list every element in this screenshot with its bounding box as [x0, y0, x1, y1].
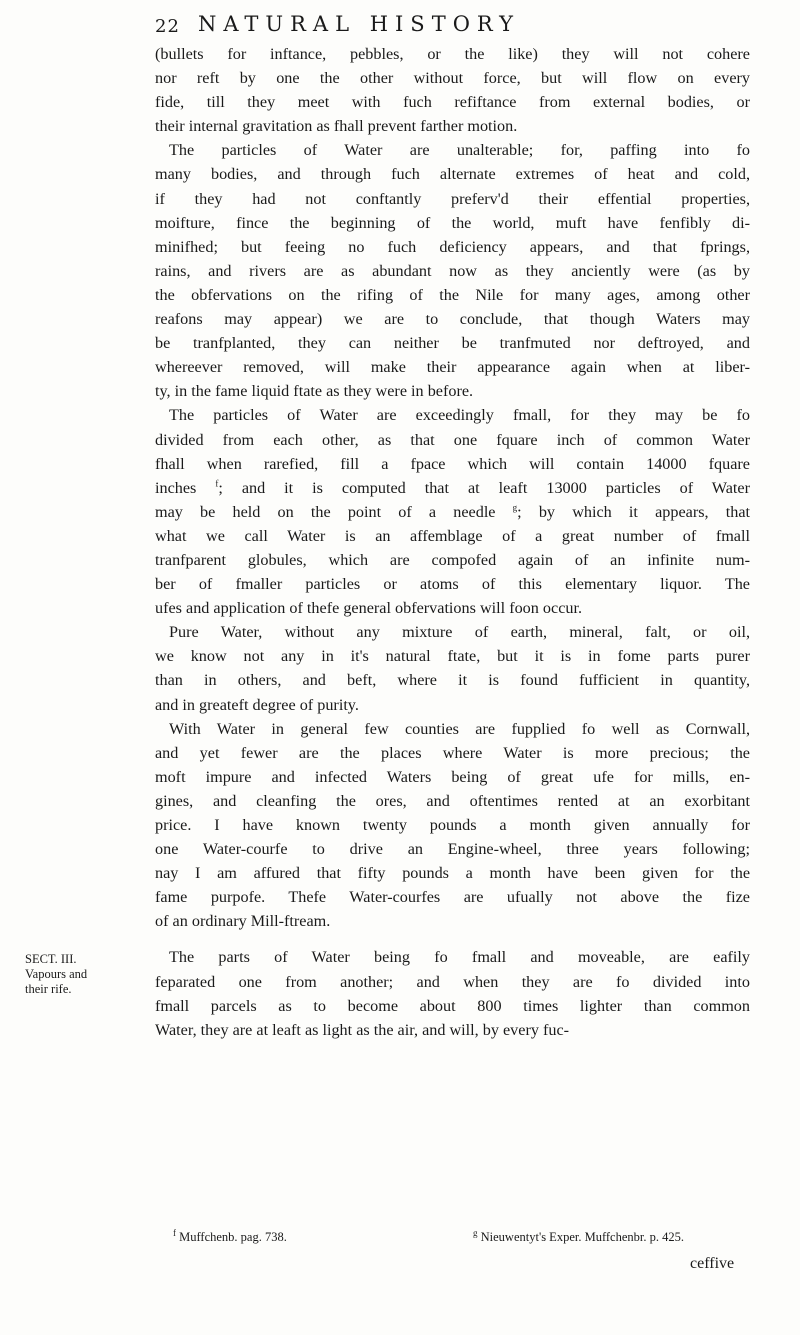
text-line: nor reft by one the other without force, but will flow on every — [155, 69, 750, 88]
text-line: fhall when rarefied, fill a fpace which will contain 14000 fquare — [155, 454, 750, 473]
running-title: NATURAL HISTORY — [198, 12, 520, 36]
text-line: many bodies, and through fuch alternate extremes of heat and cold, — [155, 165, 750, 184]
footnote-text: Nieuwentyt's Exper. Muffchenbr. p. 425. — [480, 1230, 685, 1244]
page-number: 22 — [155, 16, 180, 37]
text-line: if they had not conftantly preferv'd their effential properties, — [155, 189, 750, 208]
text-line: whereever removed, will make their appearance again when at liber- — [155, 358, 750, 377]
margin-note — [25, 952, 135, 997]
body-text — [155, 42, 750, 1042]
footnote-ref: f — [215, 478, 219, 489]
text-line: (bullets for inftance, pebbles, or the like) they will not cohere — [155, 45, 750, 63]
text-line: of an ordinary Mill-ftream. — [155, 912, 331, 931]
text-line: and yet fewer are the places where Water is more precious; the — [155, 743, 750, 762]
text-line: what we call Water is an affemblage of a great number of fmall — [155, 526, 750, 545]
text-line: gines, and cleanfing the ores, and oftentimes rented at an exorbitant — [155, 791, 750, 810]
text-line: moft impure and infected Waters being of great ufe for mills, en- — [155, 767, 750, 786]
text-line: fame purpofe. Thefe Water-courfes are ufually not above the fize — [155, 888, 750, 907]
margin-note-line: Vapours and — [25, 967, 88, 981]
footnote-mark: g — [473, 1227, 478, 1238]
running-header — [0, 10, 800, 40]
text-line: one Water-courfe to drive an Engine-wheel, three years following; — [155, 840, 750, 859]
text-line: ber of fmaller particles or atoms of this elementary liquor. The — [155, 575, 750, 594]
text-line: may be held on the point of a needle $^g$; by which it appears, that — [155, 502, 750, 521]
text-line: The parts of Water being fo fmall and moveable, are eafily — [169, 948, 750, 967]
footnote-mark: f — [173, 1227, 176, 1238]
text-line: minifhed; but feeing no fuch deficiency appears, and that fprings, — [155, 237, 750, 256]
text-line: their internal gravitation as fhall prevent farther motion. — [155, 117, 518, 136]
text-line: moifture, fince the beginning of the world, muft have fenfibly di- — [155, 213, 750, 232]
catchword: ceffive — [690, 1255, 735, 1272]
text-line: feparated one from another; and when they are fo divided into — [155, 972, 750, 991]
text-line: fide, till they meet with fuch refiftance from external bodies, or — [155, 93, 750, 112]
text-line: price. I have known twenty pounds a month given annually for — [155, 816, 750, 834]
text-line: Pure Water, without any mixture of earth, mineral, falt, or oil, — [169, 623, 750, 642]
text-line: rains, and rivers are as abundant now as they anciently were (as by — [155, 261, 750, 280]
text-line: fmall parcels as to become about 800 times lighter than common — [155, 996, 750, 1015]
footnote-text: Muffchenb. pag. 738. — [179, 1230, 287, 1244]
text-line: the obfervations on the rifing of the Nile for many ages, among other — [155, 285, 750, 304]
text-line: Water, they are at leaft as light as the air, and will, by every fuc- — [155, 1020, 570, 1039]
text-line: and in greateft degree of purity. — [155, 695, 359, 714]
footnote-ref: g — [512, 502, 518, 513]
text-line: inches $^f$; and it is computed that at leaft 13000 particles of Water — [155, 478, 751, 497]
text-line: tranfparent globules, which are compofed again of an infinite num- — [155, 550, 750, 569]
text-line: we know not any in it's natural ftate, but it is in fome parts purer — [155, 647, 750, 666]
text-line: The particles of Water are unalterable; for, paffing into fo — [169, 141, 750, 160]
text-line: With Water in general few counties are fupplied fo well as Cornwall, — [169, 719, 750, 738]
text-line: nay I am affured that fifty pounds a month have been given for the — [155, 864, 750, 883]
text-line: ufes and application of thefe general obfervations will foon occur. — [155, 599, 583, 618]
text-line: reafons may appear) we are to conclude, that though Waters may — [155, 310, 750, 329]
margin-note-line: their rife. — [25, 982, 72, 996]
text-line: The particles of Water are exceedingly fmall, for they may be fo — [169, 406, 750, 425]
footnote-g — [473, 1227, 685, 1245]
text-line: ty, in the fame liquid ftate as they were in before. — [155, 382, 474, 401]
footnote-f — [173, 1227, 287, 1245]
margin-note-line: SECT. III. — [25, 952, 77, 966]
text-line: divided from each other, as that one fquare inch of common Water — [155, 430, 750, 449]
text-line: than in others, and beft, where it is found fufficient in quantity, — [155, 671, 750, 690]
text-line: be tranfplanted, they can neither be tranfmuted nor deftroyed, and — [155, 334, 750, 353]
